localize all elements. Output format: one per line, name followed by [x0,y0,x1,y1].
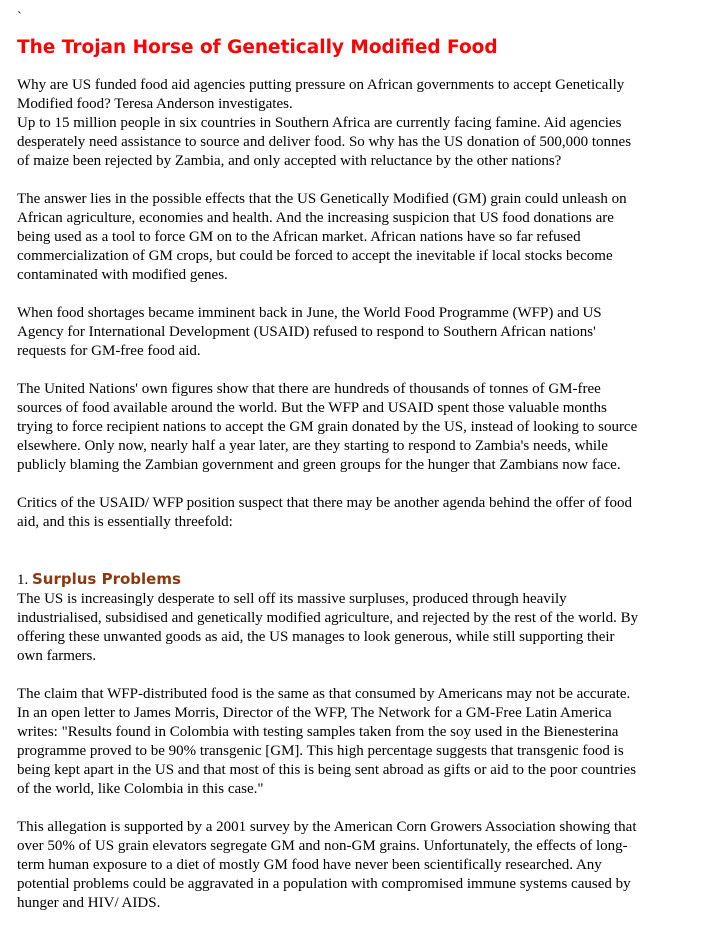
text-line: contaminated with modified genes. [17,267,228,283]
text-line: When food shortages became imminent back in June, the World Food Programme (WFP) and US [17,305,602,321]
text-line: elsewhere. Only now, nearly half a year later, are they starting to respond to Zambia's needs, while [17,438,608,454]
body-paragraph [17,494,717,532]
body-paragraph [17,190,717,285]
text-line: over 50% of US grain elevators segregate GM and non-GM grains. Unfortunately, the effects of long- [17,838,628,854]
body-paragraph [17,380,717,475]
text-line: commercialization of GM crops, but could be forced to accept the inevitable if local stocks become [17,248,613,264]
section-paragraph [17,818,717,913]
text-line: Modified food? Teresa Anderson investigates. [17,96,293,112]
text-line: Agency for International Development (USAID) refused to respond to Southern African nations' [17,324,596,340]
text-line: The United Nations' own figures show that there are hundreds of thousands of tonnes of GM-free [17,381,601,397]
text-line: offering these unwanted goods as aid, the US manages to look generous, while still supporting their [17,629,615,645]
body-paragraph [17,304,717,361]
text-line: requests for GM-free food aid. [17,343,201,359]
text-line: being used as a tool to force GM on to the African market. African nations have so far refused [17,229,581,245]
text-line: being kept apart in the US and that most of this is being sent abroad as gifts or aid to the poor countries [17,762,637,778]
text-line: African agriculture, economies and health. And the increasing suspicion that US food donations are [17,210,614,226]
text-line: This allegation is supported by a 2001 survey by the American Corn Growers Association showing that [17,819,637,835]
text-line: The claim that WFP-distributed food is the same as that consumed by Americans may not be accurate. [17,686,631,702]
text-line: In an open letter to James Morris, Director of the WFP, The Network for a GM-Free Latin America [17,705,612,721]
text-line: potential problems could be aggravated in a population with compromised immune systems caused by [17,876,631,892]
section-title: Surplus Problems [32,570,181,588]
section-number: 1. [17,572,29,588]
text-line: of the world, like Colombia in this case." [17,781,264,797]
article [17,10,717,913]
text-line: The US is increasingly desperate to sell off its massive surpluses, produced through heavily [17,591,567,607]
text-line: publicly blaming the Zambian government and green groups for the hunger that Zambians now face. [17,457,621,473]
text-line: of maize been rejected by Zambia, and only accepted with reluctance by the other nations? [17,153,562,169]
text-line: industrialised, subsidised and genetically modified agriculture, and rejected by the rest of the world. By [17,610,639,626]
text-line: Why are US funded food aid agencies putting pressure on African governments to accept Genetically [17,77,625,93]
text-line: desperately need assistance to source and deliver food. So why has the US donation of 500,000 tonnes [17,134,632,150]
section-paragraph [17,685,717,799]
intro-paragraph [17,76,717,171]
text-line: term human exposure to a diet of mostly GM food have never been scientifically researched. Any [17,857,602,873]
section-paragraph [17,590,717,666]
text-line: writes: "Results found in Colombia with testing samples taken from the soy used in the Bienesterina [17,724,619,740]
stray-mark: ` [17,10,22,25]
text-line: Critics of the USAID/ WFP position suspect that there may be another agenda behind the offer of food [17,495,632,511]
text-line: hunger and HIV/ AIDS. [17,895,161,911]
text-line: programme proved to be 90% transgenic [GM]. This high percentage suggests that transgenic food is [17,743,624,759]
text-line: Up to 15 million people in six countries in Southern Africa are currently facing famine. Aid agencies [17,115,622,131]
text-line: own farmers. [17,648,97,664]
section-heading [17,570,717,590]
text-line: The answer lies in the possible effects that the US Genetically Modified (GM) grain could unleash on [17,191,627,207]
text-line: sources of food available around the world. But the WFP and USAID spent those valuable months [17,400,607,416]
text-line: aid, and this is essentially threefold: [17,514,233,530]
article-title: The Trojan Horse of Genetically Modified Food [17,37,498,58]
text-line: trying to force recipient nations to accept the GM grain donated by the US, instead of looking to source [17,419,638,435]
